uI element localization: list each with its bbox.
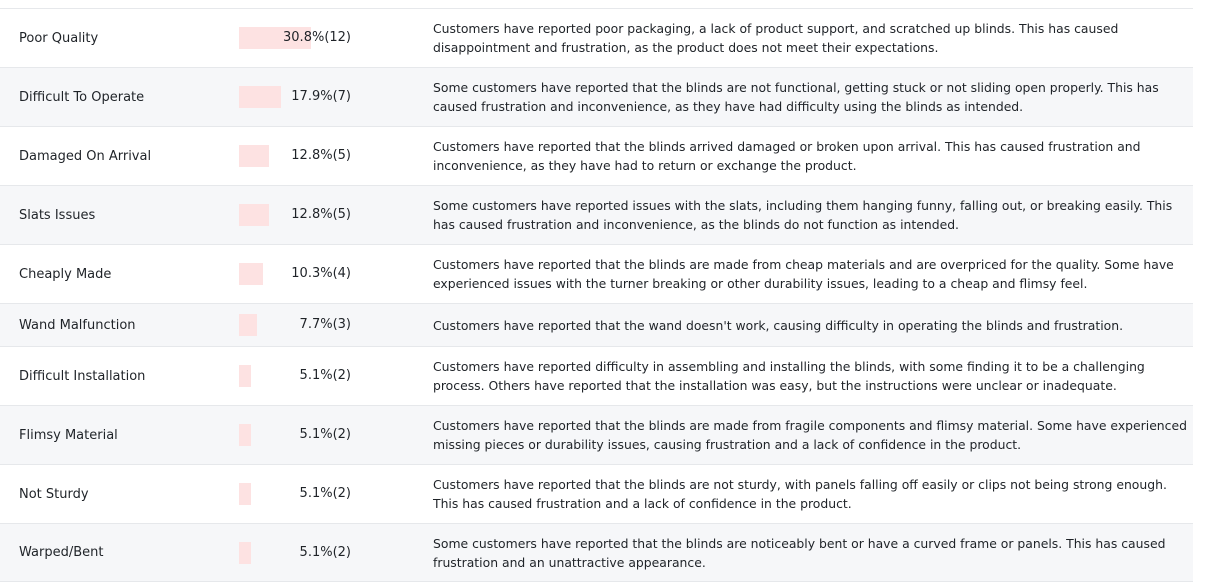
share-cell — [239, 424, 351, 446]
share-label: 5.1%(2) — [299, 427, 351, 442]
share-label: 5.1%(2) — [299, 486, 351, 501]
issue-name: Flimsy Material — [19, 427, 118, 443]
share-cell — [239, 483, 351, 505]
table-row — [0, 405, 1193, 464]
share-bar — [239, 424, 251, 446]
share-bar — [239, 542, 251, 564]
issue-description: Some customers have reported issues with the slats, including them hanging funny, falling out, or breaking easily. This has caused frustration and inconvenience, as the blinds do not function as intended. — [433, 198, 1173, 232]
issue-name: Slats Issues — [19, 207, 96, 223]
issue-description: Customers have reported difficulty in assembling and installing the blinds, with some finding it to be a challenging process. Others have reported that the installation was easy, but the instructions were unclear or inadequate. — [433, 359, 1145, 393]
share-cell — [239, 204, 351, 226]
share-label: 7.7%(3) — [299, 317, 351, 332]
table-row — [0, 303, 1193, 346]
table-row — [0, 185, 1193, 244]
table-row — [0, 346, 1193, 405]
issue-description: Some customers have reported that the blinds are noticeably bent or have a curved frame or panels. This has caused frustration and an unattractive appearance. — [433, 535, 1166, 570]
table-row — [0, 523, 1193, 582]
issue-name: Difficult To Operate — [19, 89, 145, 105]
share-label: 12.8%(5) — [291, 207, 351, 222]
share-cell — [239, 314, 351, 336]
share-cell — [239, 365, 351, 387]
share-bar — [239, 483, 251, 505]
share-bar — [239, 365, 251, 387]
share-cell — [239, 27, 351, 49]
share-cell — [239, 263, 351, 285]
share-label: 10.3%(4) — [291, 266, 351, 281]
table-row — [0, 67, 1193, 126]
share-label: 5.1%(2) — [299, 368, 351, 383]
share-label: 5.1%(2) — [299, 544, 351, 560]
issue-name: Warped/Bent — [19, 545, 104, 560]
issue-name: Not Sturdy — [19, 486, 89, 502]
share-bar — [239, 204, 269, 226]
share-cell — [239, 145, 351, 167]
share-bar — [239, 145, 269, 167]
share-cell — [239, 542, 351, 564]
issue-name: Difficult Installation — [19, 368, 146, 384]
issues-table — [0, 8, 1193, 582]
share-cell — [239, 86, 351, 108]
issue-description: Customers have reported that the blinds arrived damaged or broken upon arrival. This has caused frustration and inconvenience, as they have had to return or exchange the product. — [433, 139, 1141, 173]
share-label: 12.8%(5) — [291, 148, 351, 163]
issue-description: Some customers have reported that the blinds are not functional, getting stuck or not sliding open properly. This has caused frustration and inconvenience, as they have had difficulty using the blinds as intended. — [433, 80, 1159, 114]
table-row — [0, 126, 1193, 185]
table-row — [0, 244, 1193, 303]
share-bar — [239, 314, 257, 336]
issue-name: Wand Malfunction — [19, 317, 136, 333]
issue-description: Customers have reported poor packaging, a lack of product support, and scratched up blinds. This has caused disappointment and frustration, as the product does not meet their expectations. — [433, 21, 1119, 55]
share-label: 30.8%(12) — [283, 30, 351, 45]
share-bar — [239, 86, 281, 108]
issue-description: Customers have reported that the wand doesn't work, causing difficulty in operating the blinds and frustration. — [433, 317, 1124, 333]
share-bar — [239, 263, 263, 285]
issue-name: Poor Quality — [19, 30, 99, 46]
issue-description: Customers have reported that the blinds are not sturdy, with panels falling off easily or clips not being strong enough. This has caused frustration and a lack of confidence in the product. — [433, 477, 1167, 511]
issue-description: Customers have reported that the blinds are made from fragile components and flimsy material. Some have experienced missing pieces or durability issues, causing frustration and a lack of confidence in the product. — [433, 418, 1187, 452]
issue-name: Damaged On Arrival — [19, 148, 152, 164]
share-label: 17.9%(7) — [291, 89, 351, 104]
table-row — [0, 8, 1193, 67]
issue-description: Customers have reported that the blinds are made from cheap materials and are overpriced for the quality. Some have experienced issues with the turner breaking or other durability issues, leading to a cheap and flimsy feel. — [433, 257, 1174, 291]
issue-name: Cheaply Made — [19, 266, 112, 282]
table-row — [0, 464, 1193, 523]
